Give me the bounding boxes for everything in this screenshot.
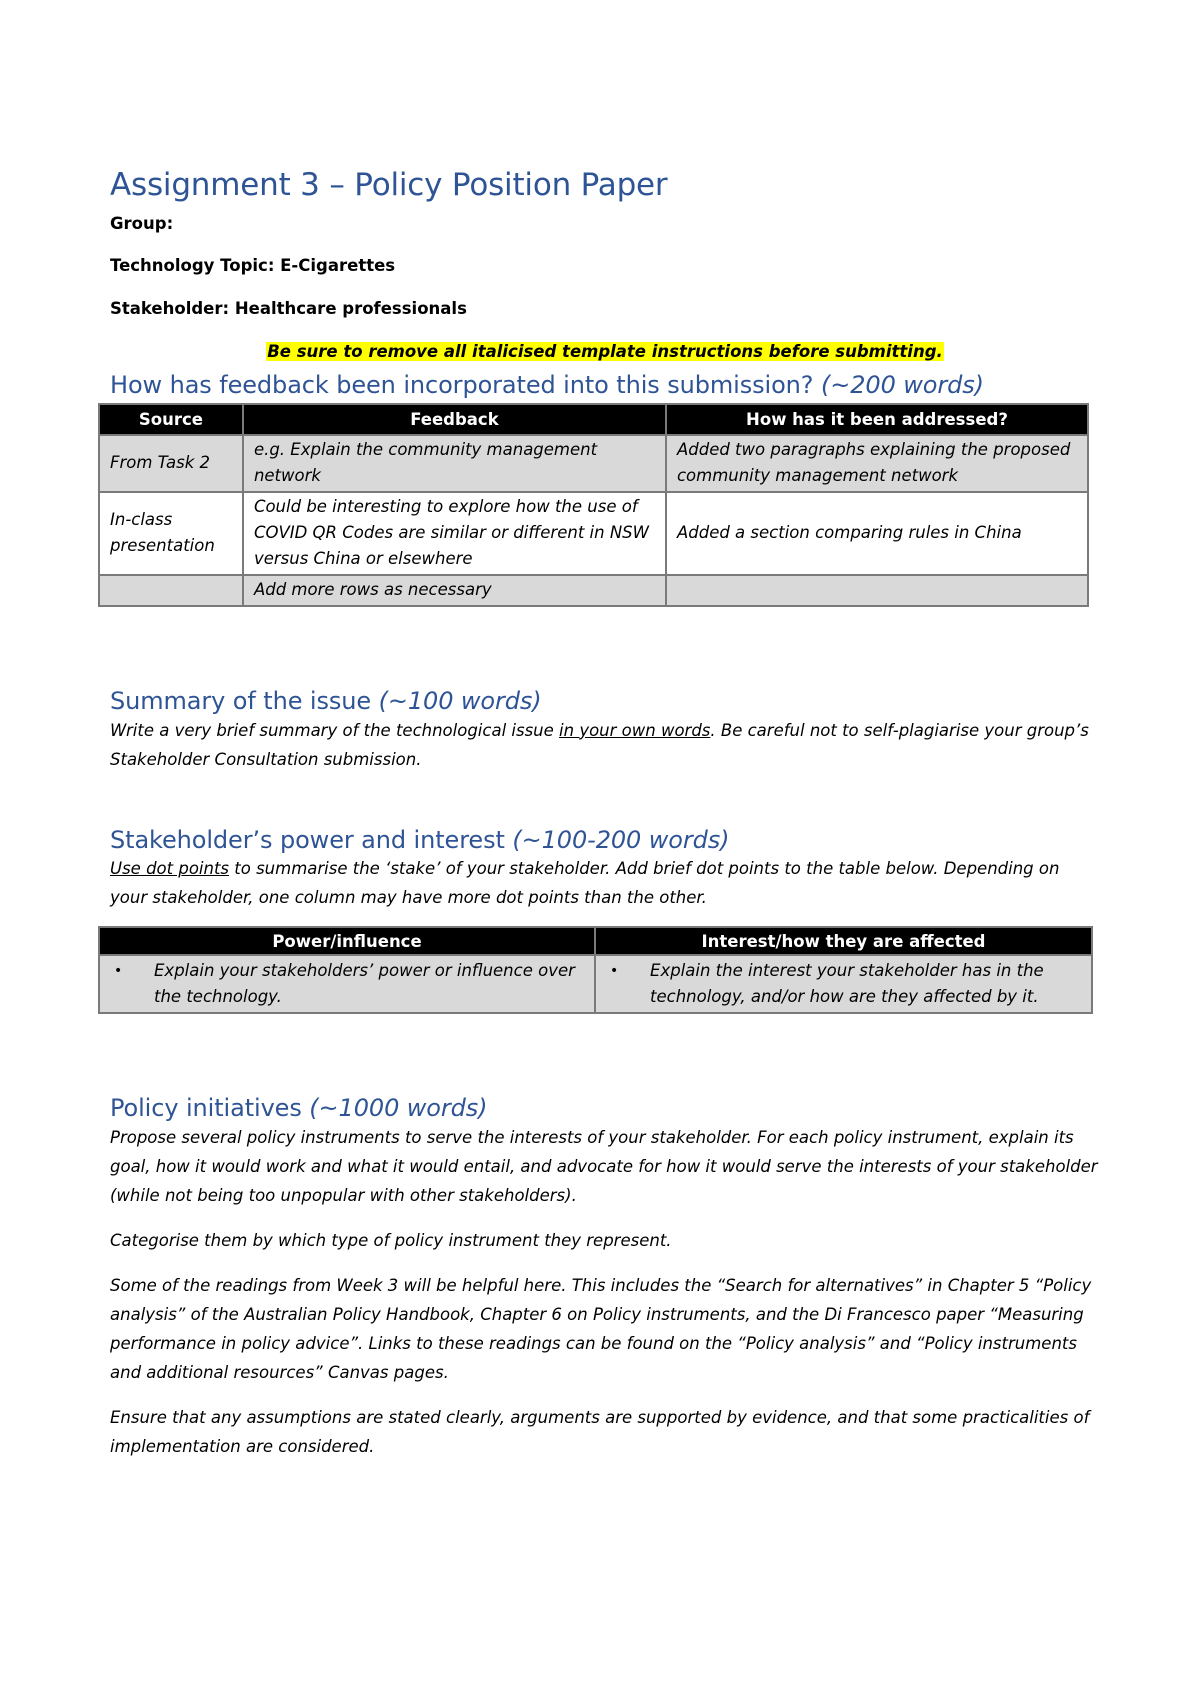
table-row: [99, 575, 1088, 606]
power-table-header-row: [99, 927, 1092, 955]
column-header-source: Source: [99, 404, 243, 435]
feedback-heading-text: How has feedback been incorporated into this submission?: [110, 371, 814, 400]
bullet-icon: •: [114, 963, 123, 980]
list-item: [114, 958, 584, 1010]
table-cell-feedback: Add more rows as necessary: [243, 575, 666, 606]
table-cell-source: From Task 2: [99, 435, 243, 492]
summary-text-underlined: in your own words: [559, 720, 711, 740]
document-content: [110, 168, 1100, 1461]
summary-heading: [110, 687, 1100, 716]
table-cell-power: [99, 955, 595, 1013]
bullet-text: Explain the interest your stakeholder has in the technology, and/or how are they affected by it.: [650, 961, 1044, 1007]
stakeholder-instructions: [110, 854, 1100, 912]
policy-word-count: (~1000 words): [309, 1094, 488, 1123]
summary-word-count: (~100 words): [378, 686, 542, 715]
group-line: Group:: [110, 213, 174, 233]
table-cell-interest: [595, 955, 1092, 1013]
column-header-power: Power/influence: [99, 927, 595, 955]
policy-paragraph: Ensure that any assumptions are stated clearly, arguments are supported by evidence, and that some practicalities of implementation are considered.: [110, 1408, 1090, 1457]
bullet-icon: •: [610, 963, 619, 980]
summary-heading-text: Summary of the issue: [110, 686, 372, 715]
technology-topic-line: Technology Topic: E-Cigarettes: [110, 256, 396, 276]
feedback-table: [98, 403, 1089, 607]
bullet-text: Explain your stakeholders’ power or influence over the technology.: [154, 961, 575, 1007]
stakeholder-text-after: to summarise the ‘stake’ of your stakeholder. Add brief dot points to the table below. Depending on your stakeholder, one column may have more dot points than the other.: [110, 859, 1060, 908]
table-cell-addressed: [666, 575, 1088, 606]
table-row: [99, 492, 1088, 575]
table-cell-feedback: e.g. Explain the community management network: [243, 435, 666, 492]
feedback-table-header-row: [99, 404, 1088, 435]
template-warning: Be sure to remove all italicised template instructions before submitting.: [267, 342, 943, 362]
policy-heading-text: Policy initiatives: [110, 1094, 302, 1123]
stakeholder-heading: [110, 826, 1100, 855]
table-row: [99, 435, 1088, 492]
feedback-word-count: (~200 words): [820, 371, 984, 400]
table-cell-feedback: Could be interesting to explore how the use of COVID QR Codes are similar or different in NSW versus China or elsewhere: [243, 492, 666, 575]
table-cell-source: [99, 575, 243, 606]
table-cell-addressed: Added two paragraphs explaining the proposed community management network: [666, 435, 1088, 492]
table-cell-source: In-class presentation: [99, 492, 243, 575]
policy-paragraph: Propose several policy instruments to serve the interests of your stakeholder. For each policy instrument, explain its goal, how it would work and what it would entail, and advocate for how it would serve the interests of your stakeholder (while not being too unpopular with other stakeholders).: [110, 1128, 1098, 1206]
page-title: Assignment 3 – Policy Position Paper: [110, 167, 668, 203]
policy-heading: [110, 1094, 1100, 1123]
column-header-interest: Interest/how they are affected: [595, 927, 1092, 955]
feedback-heading: [110, 371, 1100, 400]
table-cell-addressed: Added a section comparing rules in China: [666, 492, 1088, 575]
summary-instructions: [110, 716, 1100, 774]
column-header-addressed: How has it been addressed?: [666, 404, 1088, 435]
column-header-feedback: Feedback: [243, 404, 666, 435]
summary-text-before: Write a very brief summary of the technological issue: [110, 720, 560, 740]
list-item: [610, 958, 1081, 1010]
warning-wrapper: [110, 342, 1100, 362]
policy-paragraph: Categorise them by which type of policy instrument they represent.: [110, 1231, 672, 1251]
stakeholder-text-underlined: Use dot points: [110, 859, 230, 879]
summary-text-after: . Be careful not to self-plagiarise your group’s Stakeholder Consultation submission.: [110, 720, 1089, 769]
stakeholder-word-count: (~100-200 words): [512, 825, 730, 854]
stakeholder-heading-text: Stakeholder’s power and interest: [110, 825, 505, 854]
policy-paragraph: Some of the readings from Week 3 will be helpful here. This includes the “Search for alternatives” in Chapter 5 “Policy analysis” of the Australian Policy Handbook, Chapter 6 on Policy instruments, and the Di Francesco paper “Measuring performance in policy advice”. Links to these readings can be found on the “Policy analysis” and “Policy instruments and additional resources” Canvas pages.: [110, 1276, 1092, 1383]
table-row: [99, 955, 1092, 1013]
power-interest-table: [98, 926, 1093, 1014]
stakeholder-line: Stakeholder: Healthcare professionals: [110, 299, 467, 319]
